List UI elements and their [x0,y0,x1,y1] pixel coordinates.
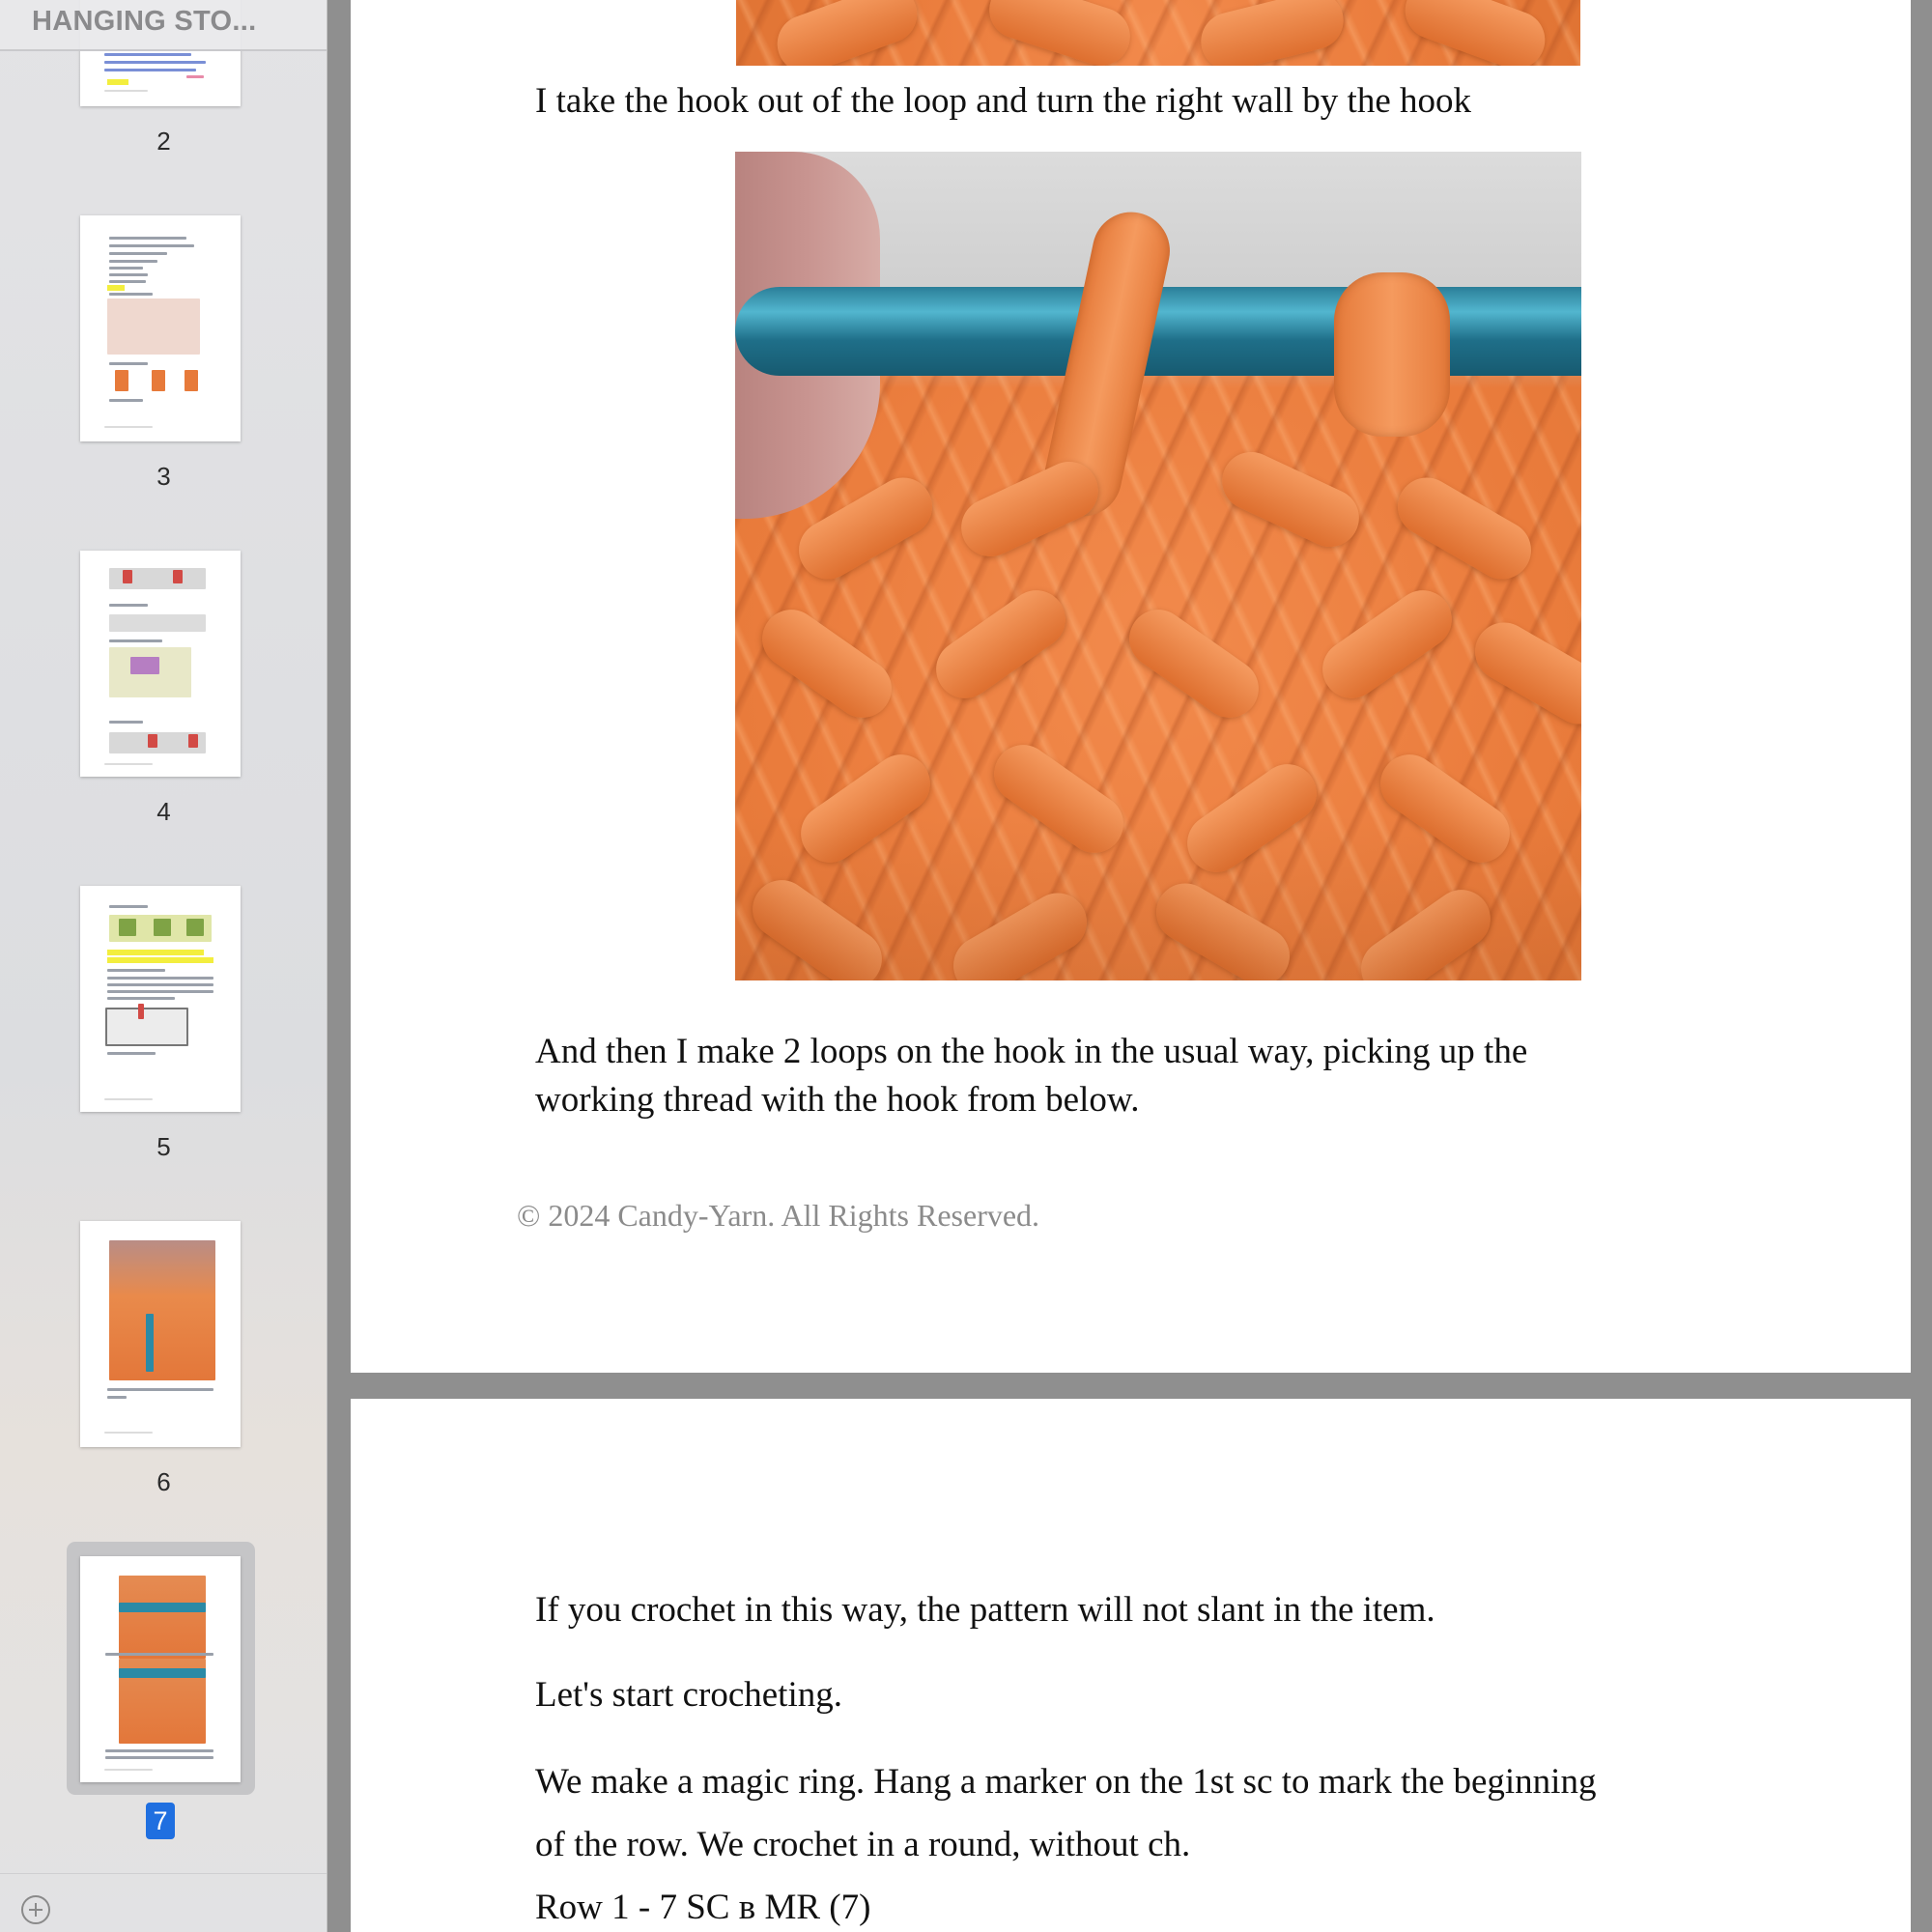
page-thumbnail-3[interactable] [80,215,241,441]
page-thumbnail-5[interactable] [80,886,241,1112]
crochet-photo-2 [735,152,1581,980]
document-page-7 [351,0,1911,1373]
page-thumbnail-4[interactable] [80,551,241,777]
paragraph: If you crochet in this way, the pattern will not slant in the item. [535,1590,1435,1630]
paragraph-line: And then I make 2 loops on the hook in the usual way, picking up the [535,1032,1528,1071]
page-thumbnail-6[interactable] [80,1221,241,1447]
thumbnail-sidebar [0,0,327,1932]
copyright-footer: © 2024 Candy-Yarn. All Rights Reserved. [517,1198,1040,1233]
page-number-4: 4 [156,797,171,826]
page-number-5: 5 [156,1132,171,1161]
photo-caption-1: I take the hook out of the loop and turn the right wall by the hook [535,81,1471,121]
row-instruction: Row 1 - 7 SC в MR (7) [535,1888,871,1927]
paragraph-line: working thread with the hook from below. [535,1080,1140,1120]
document-title: HANGING STO... [32,6,257,37]
plus-circle-icon[interactable] [21,1895,50,1924]
paragraph-line: of the row. We crochet in a round, without ch. [535,1825,1191,1864]
document-page-8 [351,1399,1911,1932]
document-view[interactable] [328,0,1932,1932]
page-number-6: 6 [156,1467,171,1496]
paragraph: Let's start crocheting. [535,1675,842,1715]
paragraph-line: We make a magic ring. Hang a marker on the 1st sc to mark the beginning [535,1762,1597,1802]
page-number-7-selected: 7 [146,1803,175,1839]
page-number-2: 2 [156,127,171,156]
sidebar-footer [0,1873,327,1932]
crochet-photo-1 [736,0,1580,66]
page-thumbnail-7[interactable] [80,1556,241,1782]
page-number-3: 3 [156,462,171,491]
sidebar-title-bar [0,0,327,51]
